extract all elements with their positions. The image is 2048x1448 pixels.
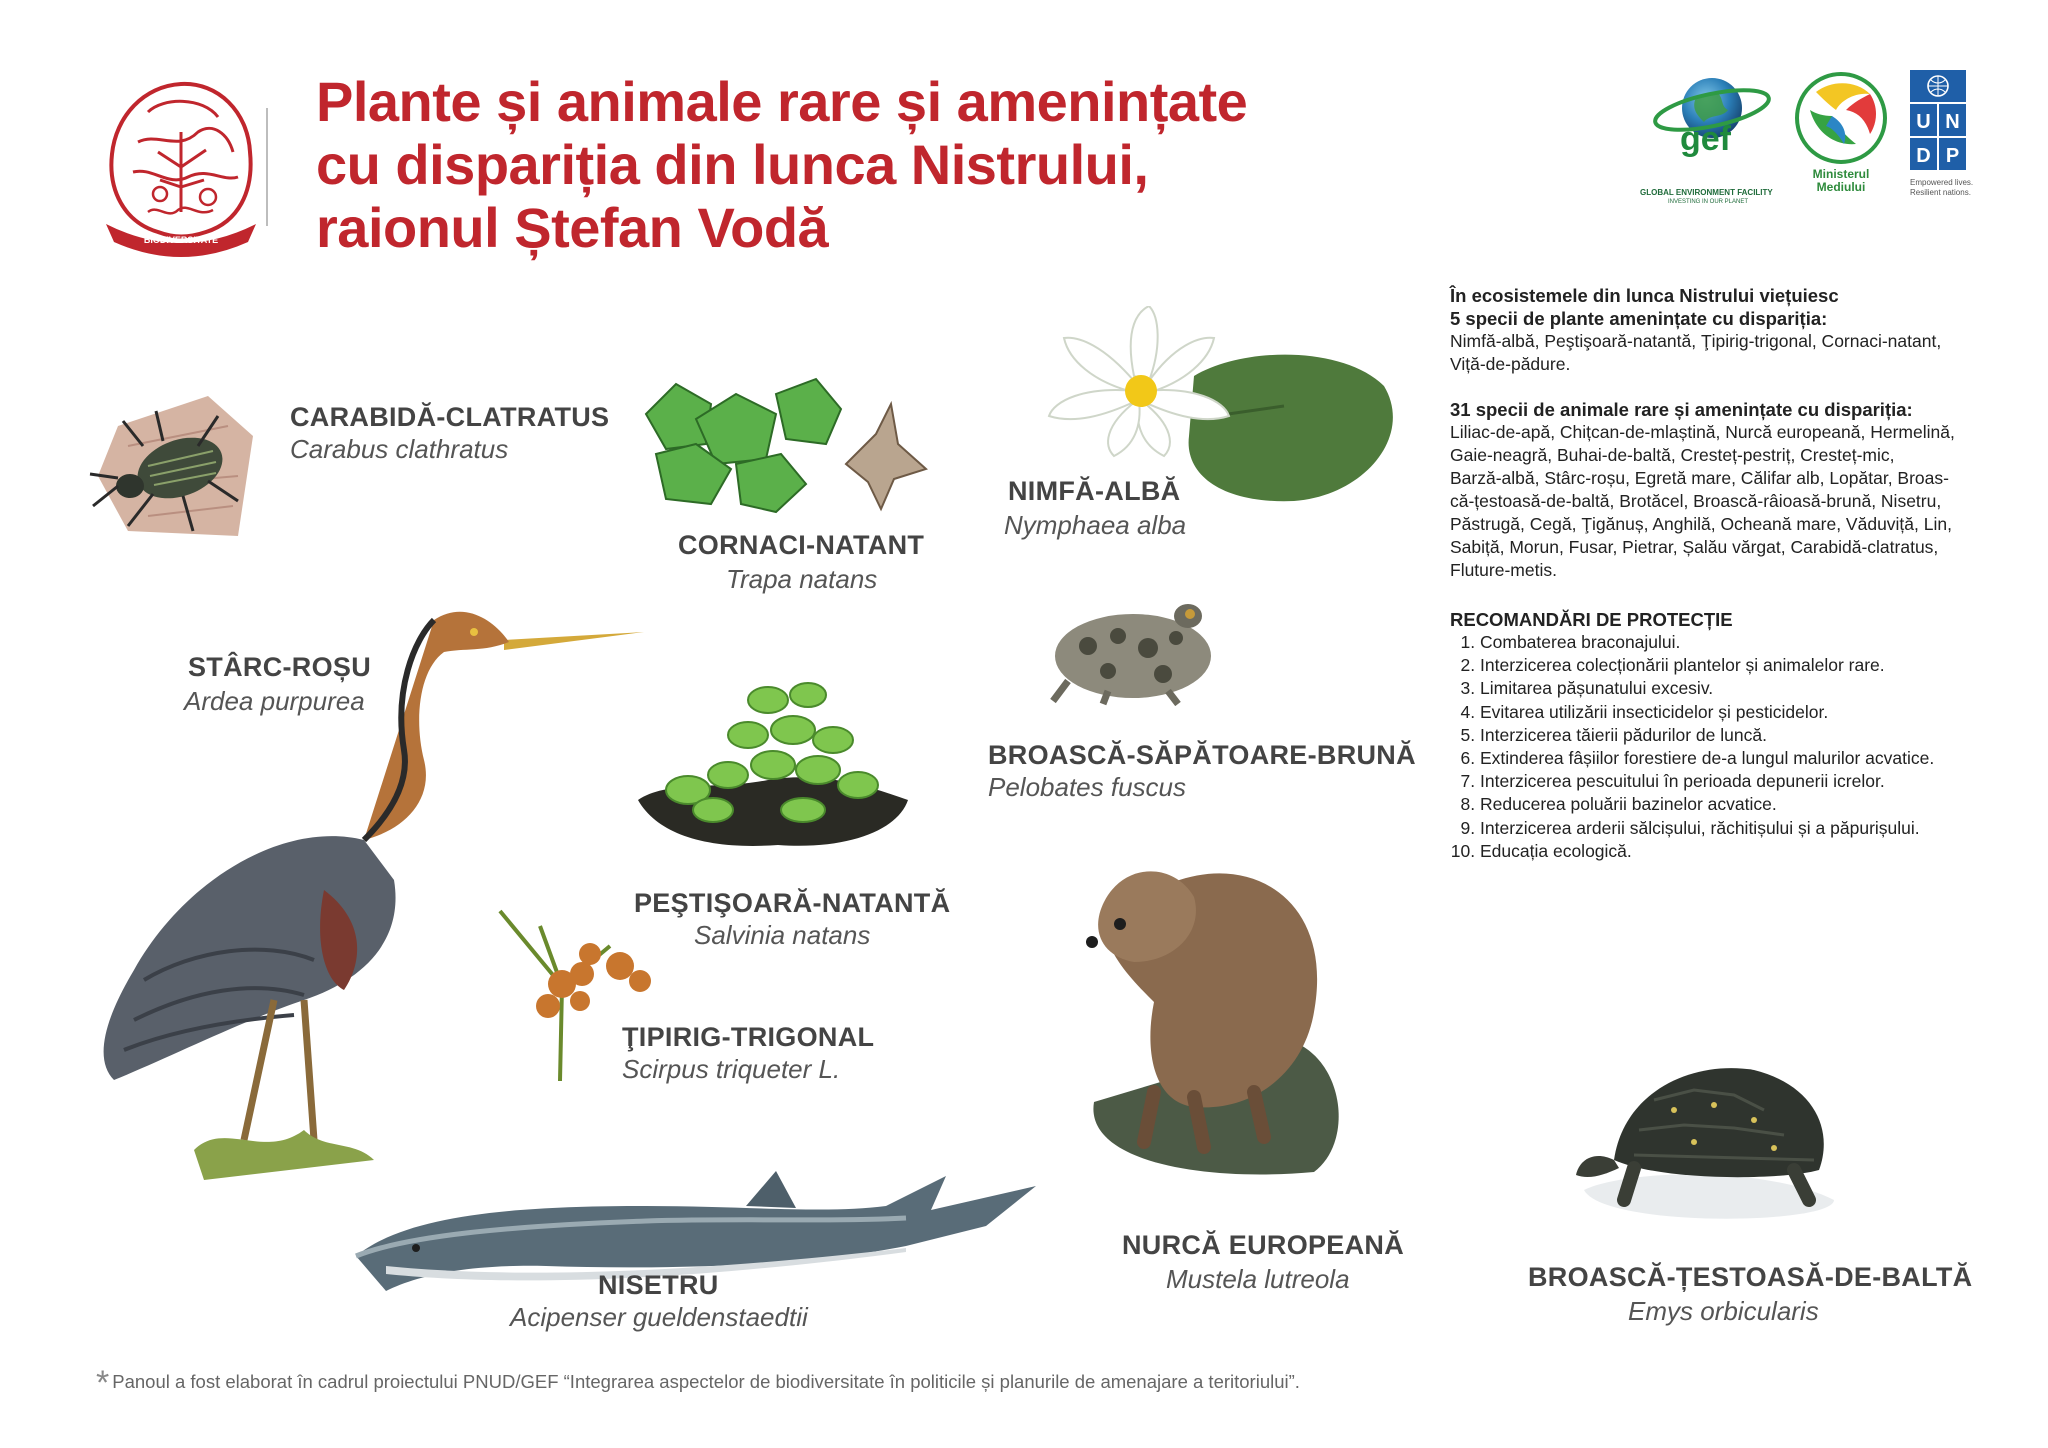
biodiversity-emblem-icon bbox=[88, 72, 274, 258]
undp-tagline bbox=[1910, 178, 1990, 198]
species-name-starc: STÂRC-ROȘU bbox=[188, 652, 371, 682]
species-latin-nimfa: Nymphaea alba bbox=[1004, 510, 1187, 540]
turtle-illustration bbox=[1564, 1050, 1844, 1230]
title-line-3: raionul Ștefan Vodă bbox=[316, 196, 829, 259]
species-name-pestisoara: PEŞTIŞOARĂ-NATANTĂ bbox=[634, 888, 951, 918]
toad-icon bbox=[1048, 586, 1218, 706]
page-title bbox=[316, 70, 1316, 259]
animals-line-5: Păstrugă, Cegă, Ţigănuș, Anghilă, Ocheană mare, Văduviță, Lin, bbox=[1450, 514, 1952, 534]
species-latin-nurca: Mustela lutreola bbox=[1166, 1264, 1350, 1294]
gef-tagline: INVESTING IN OUR PLANET bbox=[1668, 199, 1749, 205]
mink-icon bbox=[1054, 842, 1354, 1182]
plants-list-line-1: Nimfă-albă, Peştişoară-natantă, Ţipirig-trigonal, Cornaci-natant, bbox=[1450, 331, 1942, 351]
recommendation-item: 6. Extinderea fâșiilor forestiere de-a lungul malurilor acvatice. bbox=[1480, 747, 2010, 770]
species-latin-carabida: Carabus clathratus bbox=[290, 434, 509, 464]
beetle-icon bbox=[88, 386, 258, 546]
toad-illustration bbox=[1048, 586, 1218, 706]
animals-line-6: Sabiță, Morun, Fusar, Pietrar, Șalău vărgat, Carabidă-clatratus, bbox=[1450, 537, 1939, 557]
species-latin-tipirig: Scirpus triqueter L. bbox=[622, 1054, 841, 1084]
species-latin-pestisoara: Salvinia natans bbox=[694, 920, 871, 950]
undp-logo-icon bbox=[1910, 70, 1966, 170]
gef-logo bbox=[1640, 70, 1780, 210]
ministry-dove-icon bbox=[1786, 70, 1896, 170]
salvinia-icon bbox=[628, 660, 918, 860]
footnote-text: Panoul a fost elaborat în cadrul proiectului PNUD/GEF “Integrarea aspectelor de biodiversitate în politicile și planurile de amenajare a teritoriului”. bbox=[112, 1371, 1300, 1392]
header-divider bbox=[266, 108, 268, 226]
beetle-illustration bbox=[88, 386, 258, 546]
recommendation-item: 9. Interzicerea arderii sălcișului, răchitișului și a păpurișului. bbox=[1480, 817, 2010, 840]
ministry-line-2: Mediului bbox=[1816, 180, 1866, 194]
title-line-2: cu dispariția din lunca Nistrului, bbox=[316, 133, 1149, 196]
salvinia-illustration bbox=[628, 660, 918, 860]
animals-line-4: că-țestoasă-de-baltă, Brotăcel, Broască-râioasă-brună, Nisetru, bbox=[1450, 491, 1942, 511]
trapa-illustration bbox=[636, 374, 936, 514]
animals-line-7: Fluture-metis. bbox=[1450, 560, 1557, 580]
species-name-tipirig: ŢIPIRIG-TRIGONAL bbox=[622, 1022, 875, 1052]
info-intro: În ecosistemele din lunca Nistrului viețuiesc bbox=[1450, 285, 1839, 306]
gef-word: gef bbox=[1680, 120, 1731, 158]
recommendation-item: 7. Interzicerea pescuitului în perioada depunerii icrelor. bbox=[1480, 770, 2010, 793]
undp-letter-d: D bbox=[1916, 145, 1931, 167]
info-panel bbox=[1450, 284, 2010, 863]
recommendation-item: 1. Combaterea braconajului. bbox=[1480, 631, 2010, 654]
animals-line-3: Barză-albă, Stârc-roșu, Egretă mare, Călifar alb, Lopătar, Broas- bbox=[1450, 468, 1949, 488]
species-latin-cornaci: Trapa natans bbox=[726, 564, 878, 594]
footnote-star: * bbox=[96, 1364, 110, 1402]
animals-heading: 31 specii de animale rare și amenințate cu dispariția: bbox=[1450, 399, 1913, 420]
footnote bbox=[96, 1364, 1300, 1403]
recommendation-item: 2. Interzicerea colecționării plantelor și animalelor rare. bbox=[1480, 654, 2010, 677]
animals-line-1: Liliac-de-apă, Chițcan-de-mlaștină, Nurcă europeană, Hermelină, bbox=[1450, 422, 1955, 442]
species-name-nimfa: NIMFĂ-ALBĂ bbox=[1008, 476, 1181, 506]
plants-list-line-2: Viță-de-pădure. bbox=[1450, 354, 1571, 374]
species-latin-nisetru: Acipenser gueldenstaedtii bbox=[510, 1302, 808, 1332]
species-latin-starc: Ardea purpurea bbox=[184, 686, 365, 716]
recommendations-heading: RECOMANDĂRI DE PROTECȚIE bbox=[1450, 609, 1733, 630]
title-line-1: Plante și animale rare și amenințate bbox=[316, 70, 1248, 133]
recommendation-item: 4. Evitarea utilizării insecticidelor și pesticidelor. bbox=[1480, 701, 2010, 724]
plants-heading: 5 specii de plante amenințate cu dispariția: bbox=[1450, 308, 1828, 329]
undp-letter-p: P bbox=[1945, 145, 1960, 167]
species-name-nisetru: NISETRU bbox=[598, 1270, 719, 1300]
species-name-nurca: NURCĂ EUROPEANĂ bbox=[1122, 1230, 1405, 1260]
recommendation-item: 8. Reducerea poluării bazinelor acvatice. bbox=[1480, 793, 2010, 816]
species-latin-testoasa: Emys orbicularis bbox=[1628, 1296, 1819, 1326]
turtle-icon bbox=[1564, 1050, 1844, 1230]
species-latin-broasca-sapatoare: Pelobates fuscus bbox=[988, 772, 1187, 802]
gef-subtitle: GLOBAL ENVIRONMENT FACILITY bbox=[1640, 188, 1773, 197]
mink-illustration bbox=[1054, 842, 1354, 1182]
ministry-name bbox=[1786, 168, 1896, 194]
undp-logo bbox=[1910, 70, 1980, 210]
floating-plant-icon bbox=[636, 374, 936, 514]
recommendation-item: 10. Educația ecologică. bbox=[1480, 840, 2010, 863]
species-name-testoasa: BROASCĂ-ȚESTOASĂ-DE-BALTĂ bbox=[1528, 1262, 1973, 1292]
ministry-line-1: Ministerul bbox=[1812, 167, 1870, 181]
recommendation-item: 5. Interzicerea tăierii pădurilor de luncă. bbox=[1480, 724, 2010, 747]
ministry-logo bbox=[1786, 70, 1896, 210]
undp-letter-u: U bbox=[1916, 111, 1931, 133]
recommendations-list bbox=[1450, 631, 2010, 863]
recommendation-item: 3. Limitarea pășunatului excesiv. bbox=[1480, 677, 2010, 700]
animals-line-2: Gaie-neagră, Buhai-de-baltă, Cresteț-pestriț, Cresteț-mic, bbox=[1450, 445, 1895, 465]
biodiversity-emblem bbox=[88, 72, 274, 258]
emblem-text: BIODIVERSITATE bbox=[143, 235, 219, 245]
undp-tagline-1: Empowered lives. bbox=[1910, 178, 1974, 187]
undp-letter-n: N bbox=[1945, 111, 1960, 133]
undp-tagline-2: Resilient nations. bbox=[1910, 188, 1971, 197]
species-name-cornaci: CORNACI-NATANT bbox=[678, 530, 925, 560]
species-name-carabida: CARABIDĂ-CLATRATUS bbox=[290, 402, 610, 432]
species-name-broasca-sapatoare: BROASCĂ-SĂPĂTOARE-BRUNĂ bbox=[988, 740, 1416, 770]
